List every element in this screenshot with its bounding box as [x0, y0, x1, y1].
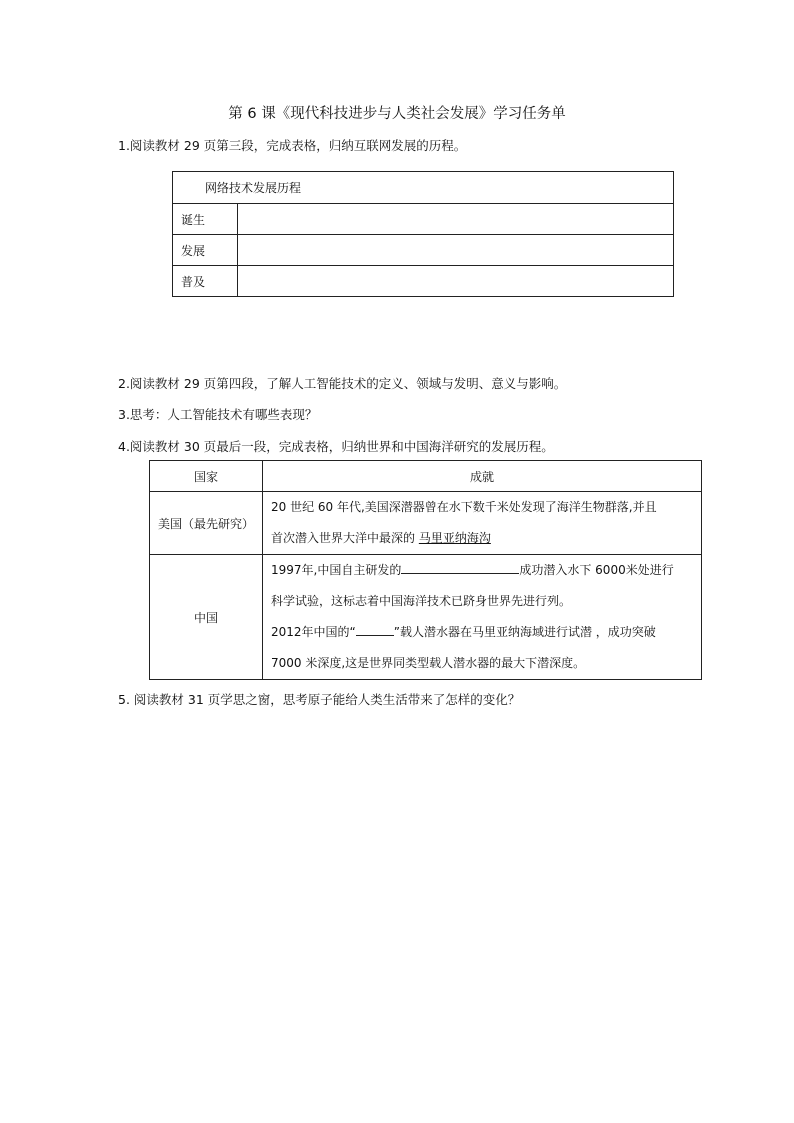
- question-5: 5. 阅读教材 31 页学思之窗，思考原子能给人类生活带来了怎样的变化？: [118, 692, 521, 707]
- achievement-china: [263, 555, 702, 680]
- china-line-4: 7000 米深度,这是世界同类型载人潜水器的最大下潜深度。: [271, 656, 586, 670]
- china-line-1: [271, 555, 693, 586]
- country-china: 中国: [150, 555, 263, 680]
- china-line-1-suffix: 成功潜入水下 6000米处进行: [519, 563, 674, 577]
- table-header-row: [150, 461, 702, 492]
- fill-blank-1997-device[interactable]: [401, 560, 519, 574]
- row-label-birth: 诞生: [173, 204, 238, 235]
- table-row: [173, 204, 674, 235]
- row-label-popularization: 普及: [173, 266, 238, 297]
- usa-line-2-text: 首次潜入世界大洋中最深的: [271, 531, 419, 545]
- answer-cell-birth[interactable]: [238, 204, 674, 235]
- network-history-table: [172, 171, 674, 297]
- question-4: 4.阅读教材 30 页最后一段，完成表格，归纳世界和中国海洋研究的发展历程。: [118, 439, 554, 454]
- china-line-3-prefix: 2012年中国的“: [271, 625, 356, 639]
- row-label-development: 发展: [173, 235, 238, 266]
- table-row: [150, 555, 702, 680]
- answer-cell-development[interactable]: [238, 235, 674, 266]
- column-header-country: 国家: [150, 461, 263, 492]
- table-row: [173, 266, 674, 297]
- china-line-3-suffix: ”载人潜水器在马里亚纳海域进行试潜 ，成功突破: [393, 625, 656, 639]
- question-1: 1.阅读教材 29 页第三段，完成表格，归纳互联网发展的历程。: [118, 138, 467, 153]
- china-line-2: 科学试验，这标志着中国海洋技术已跻身世界先进行列。: [271, 594, 572, 608]
- usa-line-1: 20 世纪 60 年代,美国深潜器曾在水下数千米处发现了海洋生物群落,并且: [271, 500, 657, 514]
- question-3: 3.思考：人工智能技术有哪些表现？: [118, 407, 318, 422]
- achievement-usa: [263, 492, 702, 555]
- china-line-1-prefix: 1997年,中国自主研发的: [271, 563, 402, 577]
- china-line-3: [271, 617, 693, 648]
- answer-cell-popularization[interactable]: [238, 266, 674, 297]
- page-title: 第 6 课《现代科技进步与人类社会发展》学习任务单: [228, 106, 566, 122]
- mariana-trench-underlined: 马里亚纳海沟: [418, 531, 491, 545]
- question-2: 2.阅读教材 29 页第四段，了解人工智能技术的定义、领域与发明、意义与影响。: [118, 376, 567, 391]
- table-row: [173, 235, 674, 266]
- usa-line-2: [271, 523, 693, 554]
- ocean-research-table: [149, 460, 702, 680]
- country-usa: 美国（最先研究）: [150, 492, 263, 555]
- fill-blank-2012-submersible[interactable]: [356, 622, 394, 636]
- table-row: [150, 492, 702, 555]
- column-header-achievement: 成就: [263, 461, 702, 492]
- network-table-header: 网络技术发展历程: [173, 172, 674, 204]
